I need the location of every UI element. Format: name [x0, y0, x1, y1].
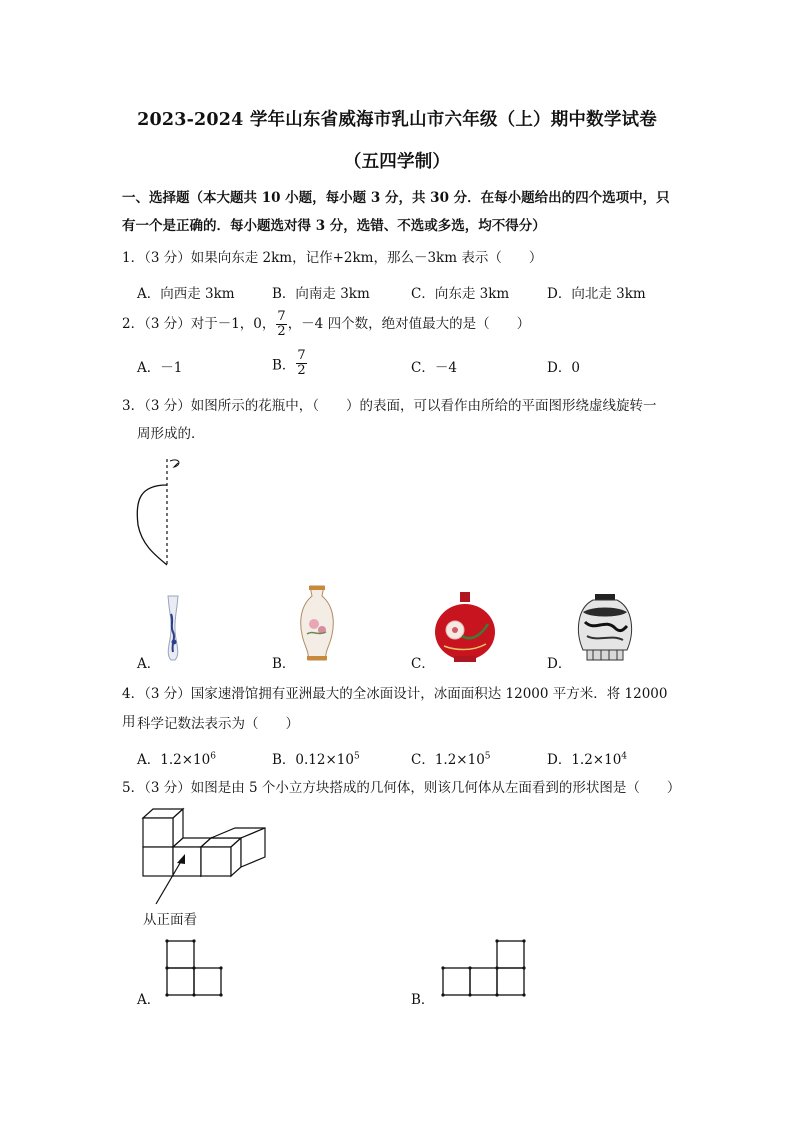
q2-option-a: A．－1 — [137, 360, 183, 376]
q4-option-a: A．$1.2\times 10^6$ — [137, 751, 216, 768]
question-1: 1．（3 分）如果向东走 2km，记作+2km，那么－3km 表示（ ） — [122, 250, 543, 266]
q4-option-b: B．$0.12\times 10^5$ — [272, 751, 360, 768]
question-2 — [122, 310, 682, 339]
q3-option-b: B． — [272, 656, 296, 672]
q5-option-b-figure — [436, 936, 532, 998]
q3-option-a: A． — [137, 656, 161, 672]
q1-option-c: C．向东走 3km — [411, 286, 510, 302]
question-5: 5．（3 分）如图是由 5 个小立方块搭成的几何体，则该几何体从左面看到的形状图是（ ） — [122, 780, 681, 796]
q2-option-b: B． $\frac{7}{2}$ — [272, 348, 306, 378]
q2-option-d: D．0 — [547, 360, 580, 376]
q2-text-after: ，－4 四个数，绝对值最大的是（ ） — [287, 316, 531, 332]
section-heading-line1: 一、选择题（本大题共 10 小题，每小题 3 分，共 30 分．在每小题给出的四个选项中，只 — [122, 190, 670, 206]
question-4-line1: 4．（3 分）国家速滑馆拥有亚洲最大的全冰面设计，冰面面积达 12000 平方米．将 12000 用 — [122, 686, 668, 730]
exam-subtitle: （五四学制） — [343, 152, 451, 172]
exam-title: 2023-2024 学年山东省威海市乳山市六年级（上）期中数学试卷 — [137, 110, 657, 130]
q4-option-d: D．$1.2\times 10^4$ — [547, 751, 628, 768]
q2-option-c: C．－4 — [411, 360, 457, 376]
q3-option-c: C． — [411, 656, 435, 672]
section-heading-line2: 有一个是正确的．每小题选对得 3 分，选错、不选或多选，均不得分） — [122, 218, 546, 234]
q4-option-c: C．$1.2\times 10^5$ — [411, 751, 491, 768]
q2-option-b-fraction: $\frac{7}{2}$ — [297, 348, 306, 378]
q2-text-before: 2．（3 分）对于－1，0， — [122, 316, 276, 332]
vase-a-image — [158, 594, 188, 664]
q5-option-b: B． — [411, 992, 435, 1008]
vase-c-image — [432, 590, 498, 664]
q3-option-d: D． — [547, 656, 572, 672]
front-view-label: 从正面看 — [143, 912, 197, 928]
q1-option-a: A．向西走 3km — [137, 286, 235, 302]
q1-option-d: D．向北走 3km — [547, 286, 646, 302]
q5-option-a: A． — [137, 992, 161, 1008]
question-4-line2: 科学记数法表示为（ ） — [137, 716, 299, 732]
question-3-line2: 周形成的． — [137, 426, 205, 442]
rotation-profile-figure — [130, 455, 190, 570]
q2-fraction: $\frac{7}{2}$ — [277, 309, 286, 339]
q1-option-b: B．向南走 3km — [272, 286, 370, 302]
vase-b-image — [292, 584, 342, 664]
cube-stack-figure — [138, 806, 268, 916]
question-3-line1: 3．（3 分）如图所示的花瓶中，（ ）的表面，可以看作由所给的平面图形绕虚线旋转一 — [122, 398, 657, 414]
vase-d-image — [573, 592, 637, 664]
q5-option-a-figure — [160, 936, 226, 998]
